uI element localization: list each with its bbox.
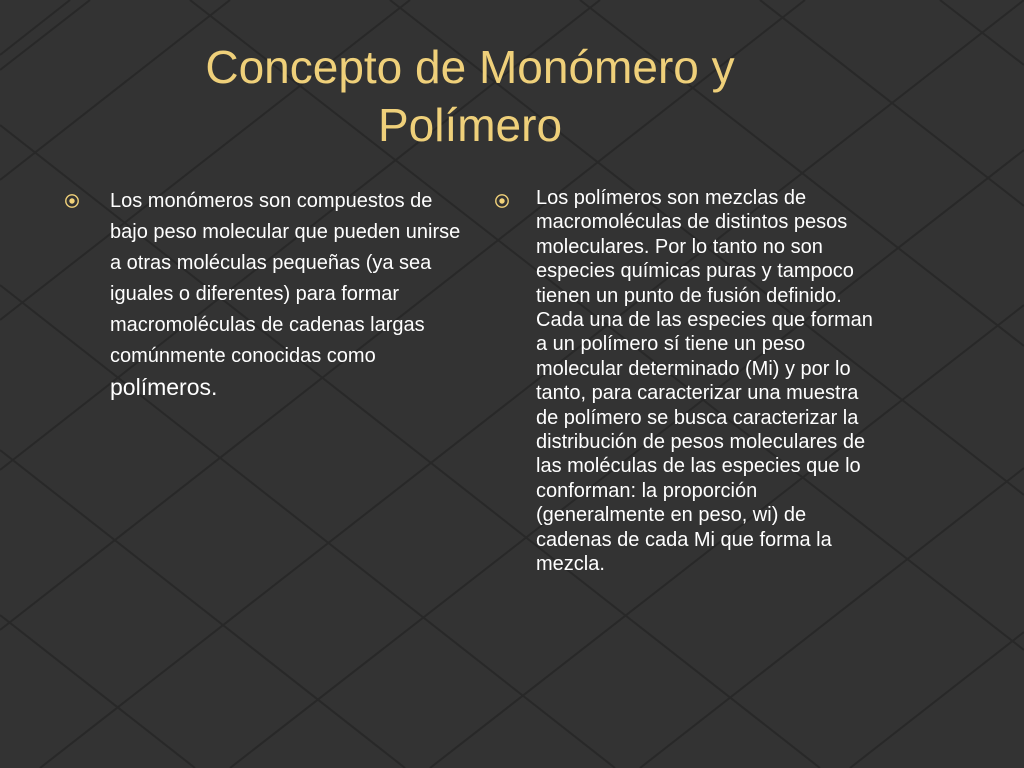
slide-title <box>120 38 820 154</box>
monomeros-text <box>110 186 462 405</box>
title-line-1: Concepto de Monómero y <box>205 41 735 93</box>
right-column <box>494 186 894 577</box>
circled-dot-icon <box>494 193 510 209</box>
polimeros-text: Los polímeros son mezclas de macromoléculas de distintos pesos moleculares. Por lo tanto no son especies químicas puras y tampoco tienen un punto de fusión definido. Cada una de las especies que forman a un polímero sí tiene un peso molecular determinado (Mi) y por lo tanto, para caracterizar una muestra de polímero se busca caracterizar la distribución de pesos moleculares de las moléculas de las especies que lo conforman: la proporción (generalmente en peso, wi) de cadenas de cada Mi que forma la mezcla. <box>536 187 873 576</box>
bullet-monomeros <box>64 186 464 405</box>
left-column <box>64 186 464 405</box>
circled-dot-icon <box>64 193 80 209</box>
bullet-polimeros <box>494 186 894 577</box>
title-line-2: Polímero <box>377 99 563 151</box>
monomeros-body: Los monómeros son compuestos de bajo peso molecular que pueden unirse a otras moléculas pequeñas (ya sea iguales o diferentes) para formar macromoléculas de cadenas largas comúnmente conocidas como <box>110 190 461 367</box>
monomeros-emphasis: polímeros. <box>110 374 218 400</box>
